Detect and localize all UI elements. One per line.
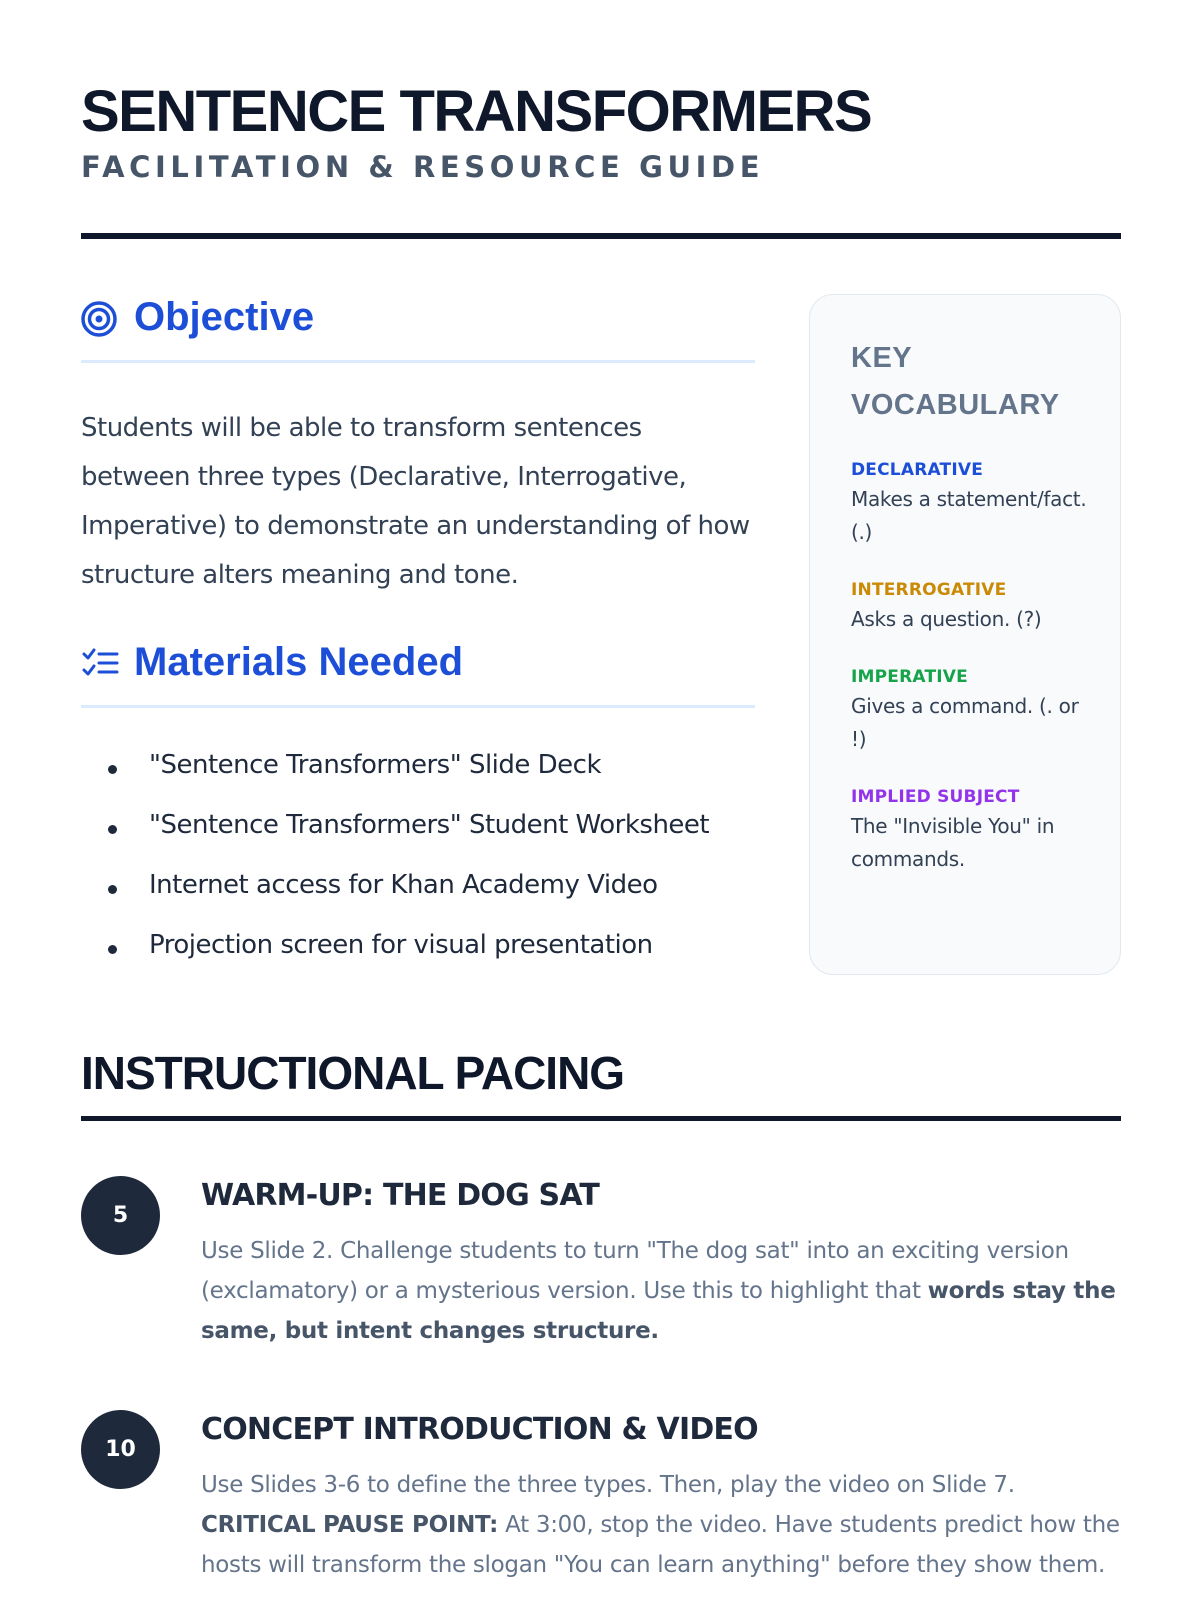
- materials-list: [81, 750, 781, 990]
- pacing-heading: INSTRUCTIONAL PACING: [81, 1047, 625, 1099]
- target-icon: [81, 299, 121, 339]
- vocab-term: [851, 579, 1091, 636]
- step-title: WARM-UP: THE DOG SAT: [201, 1178, 600, 1213]
- vocab-term-name: IMPERATIVE: [851, 667, 968, 687]
- list-item: [81, 870, 781, 930]
- material-item-text: "Sentence Transformers" Slide Deck: [149, 750, 602, 780]
- bullet-icon: [108, 945, 117, 954]
- bullet-icon: [108, 885, 117, 894]
- step-emphasis-label: CRITICAL PAUSE POINT:: [201, 1512, 499, 1538]
- step-body: [201, 1465, 1126, 1585]
- page-subtitle: FACILITATION & RESOURCE GUIDE: [81, 150, 765, 184]
- vocab-term: [851, 666, 1091, 756]
- objective-heading: Objective: [134, 295, 315, 339]
- material-item-text: Projection screen for visual presentation: [149, 930, 653, 960]
- header-divider: [81, 233, 1121, 239]
- vocab-term-name: DECLARATIVE: [851, 460, 984, 480]
- vocab-term-definition: The "Invisible You" in commands.: [851, 814, 1055, 871]
- step-body-text: Use Slide 2. Challenge students to turn "The dog sat" into an exciting version (exclamatory) or a mysterious version. Use this to highlight that: [201, 1238, 1069, 1304]
- vocab-term-definition: Asks a question. (?): [851, 607, 1042, 631]
- bullet-icon: [108, 765, 117, 774]
- vocab-term: [851, 459, 1091, 549]
- pacing-divider: [81, 1116, 1121, 1121]
- vocab-term: [851, 786, 1091, 876]
- list-item: [81, 750, 781, 810]
- materials-header: [81, 640, 755, 708]
- checklist-icon: [81, 644, 121, 684]
- vocab-term-definition: Makes a statement/fact. (.): [851, 487, 1087, 544]
- objective-header: [81, 295, 755, 363]
- objective-text: Students will be able to transform sentences between three types (Declarative, Interrogative, Imperative) to demonstrate an understanding of how structure alters meaning and tone.: [81, 413, 750, 590]
- vocabulary-title: KEY VOCABULARY: [851, 342, 1060, 421]
- step-body-text: At 3:00, stop the video. Have students predict how the hosts will transform the slogan "You can learn anything" before they show them.: [201, 1512, 1120, 1578]
- vocab-term-name: INTERROGATIVE: [851, 580, 1007, 600]
- step-body: [201, 1231, 1126, 1351]
- list-item: [81, 810, 781, 870]
- step-emphasis: words stay the same, but intent changes structure.: [201, 1278, 1116, 1344]
- key-vocabulary-card: [809, 294, 1121, 975]
- material-item-text: Internet access for Khan Academy Video: [149, 870, 658, 900]
- page-title: SENTENCE TRANSFORMERS: [81, 79, 872, 144]
- vocab-term-definition: Gives a command. (. or !): [851, 694, 1079, 751]
- step-title: CONCEPT INTRODUCTION & VIDEO: [201, 1412, 758, 1447]
- step-body-intro: Use Slides 3-6 to define the three types. Then, play the video on Slide 7.: [201, 1472, 1015, 1498]
- minutes-badge: 5: [81, 1176, 160, 1255]
- materials-heading: Materials Needed: [134, 640, 464, 684]
- minutes-badge: 10: [81, 1410, 160, 1489]
- bullet-icon: [108, 825, 117, 834]
- vocab-term-name: IMPLIED SUBJECT: [851, 787, 1020, 807]
- material-item-text: "Sentence Transformers" Student Worksheet: [149, 810, 710, 840]
- list-item: [81, 930, 781, 990]
